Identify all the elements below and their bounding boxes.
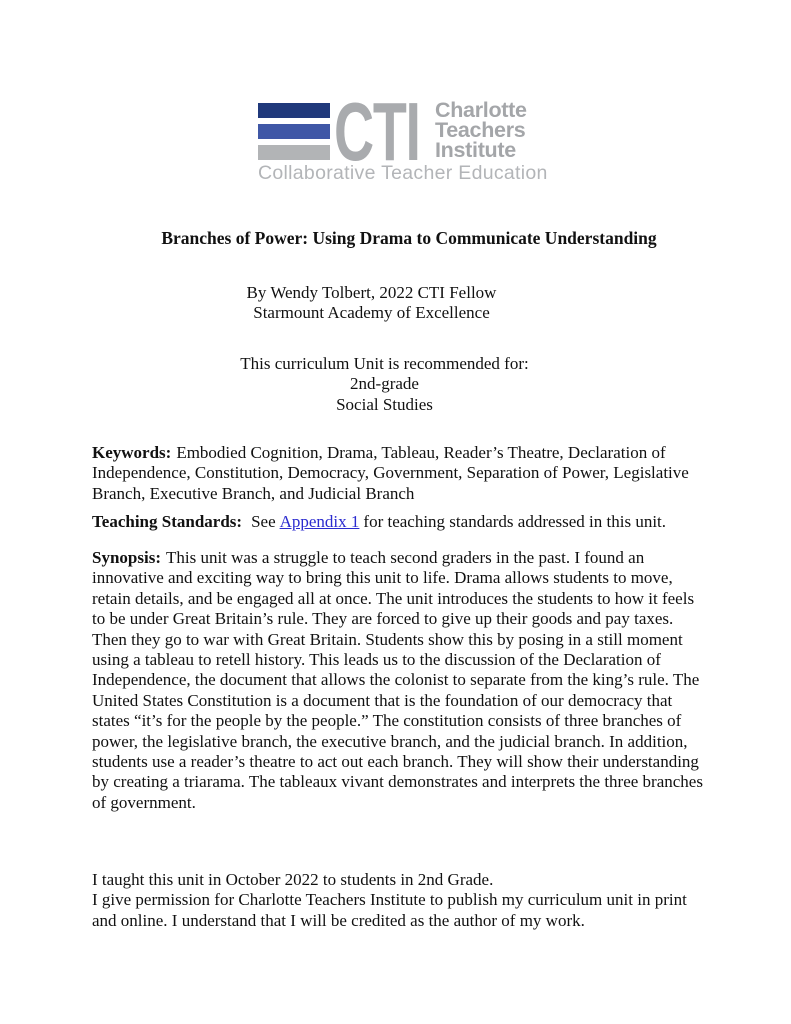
keywords-text: Embodied Cognition, Drama, Tableau, Reader’s Theatre, Declaration of Independence, Constitution, Democracy, Government, Separation of Power, Legislative Branch, Executive Branch, and Judicial Branch (92, 443, 689, 503)
synopsis-paragraph (92, 548, 706, 813)
synopsis-label: Synopsis: (92, 548, 161, 567)
keywords-label: Keywords: (92, 443, 172, 462)
school-line: Starmount Academy of Excellence (253, 303, 490, 323)
byline (0, 283, 743, 324)
cti-logo (258, 85, 548, 186)
logo-org-line-2: Teachers (435, 118, 526, 142)
document-title: Branches of Power: Using Drama to Communicate Understanding (161, 228, 657, 248)
logo-bar-middle-icon (258, 124, 330, 139)
author-line: By Wendy Tolbert, 2022 CTI Fellow (246, 283, 497, 302)
recommended-intro: This curriculum Unit is recommended for: (240, 354, 529, 373)
logo-cti-text: CTI (334, 85, 420, 178)
logo-org-name (435, 100, 527, 160)
teaching-standards-label: Teaching Standards: (92, 512, 243, 531)
logo-org-line-3: Institute (435, 138, 516, 162)
logo-bar-top-icon (258, 103, 330, 118)
teaching-standards-pre-link: See (251, 512, 276, 531)
synopsis-text: This unit was a struggle to teach second graders in the past. I found an innovative and exciting way to bring this unit to life. Drama allows students to move, retain details, and be engaged all at once. The unit introduces the students to how it feels to be under Great Britain’s rule. They are forced to give up their goods and pay taxes. Then they go to war with Great Britain. Students show this by posing in a still moment using a tableau to retell history. This leads us to the discussion of the Declaration of Independence, the document that allows the colonist to separate from the king’s rule. The United States Constitution is a document that is the foundation of our democracy that states “it’s for the people by the people.” The constitution consists of three branches of power, the legislative branch, the executive branch, and the judicial branch. In addition, students use a reader’s theatre to act out each branch. They will show their understanding by creating a triarama. The tableaux vivant demonstrates and interprets the three branches of government. (92, 548, 703, 812)
permission-note (92, 870, 706, 931)
teaching-standards-post-link: for teaching standards addressed in this unit. (363, 512, 667, 531)
recommended-subject: Social Studies (336, 394, 433, 414)
keywords-paragraph (92, 443, 706, 504)
teaching-standards-paragraph (92, 512, 706, 532)
logo-tagline: Collaborative Teacher Education (258, 162, 548, 184)
permission-line-2: I give permission for Charlotte Teachers Institute to publish my curriculum unit in print and online. I understand that I will be credited as the author of my work. (92, 890, 687, 930)
logo-org-line-1: Charlotte (435, 98, 527, 122)
appendix-1-link[interactable]: Appendix 1 (279, 512, 360, 531)
recommended-for (0, 354, 769, 415)
permission-line-1: I taught this unit in October 2022 to students in 2nd Grade. (92, 870, 494, 889)
logo-bar-bottom-icon (258, 145, 330, 160)
recommended-grade: 2nd-grade (350, 374, 419, 394)
